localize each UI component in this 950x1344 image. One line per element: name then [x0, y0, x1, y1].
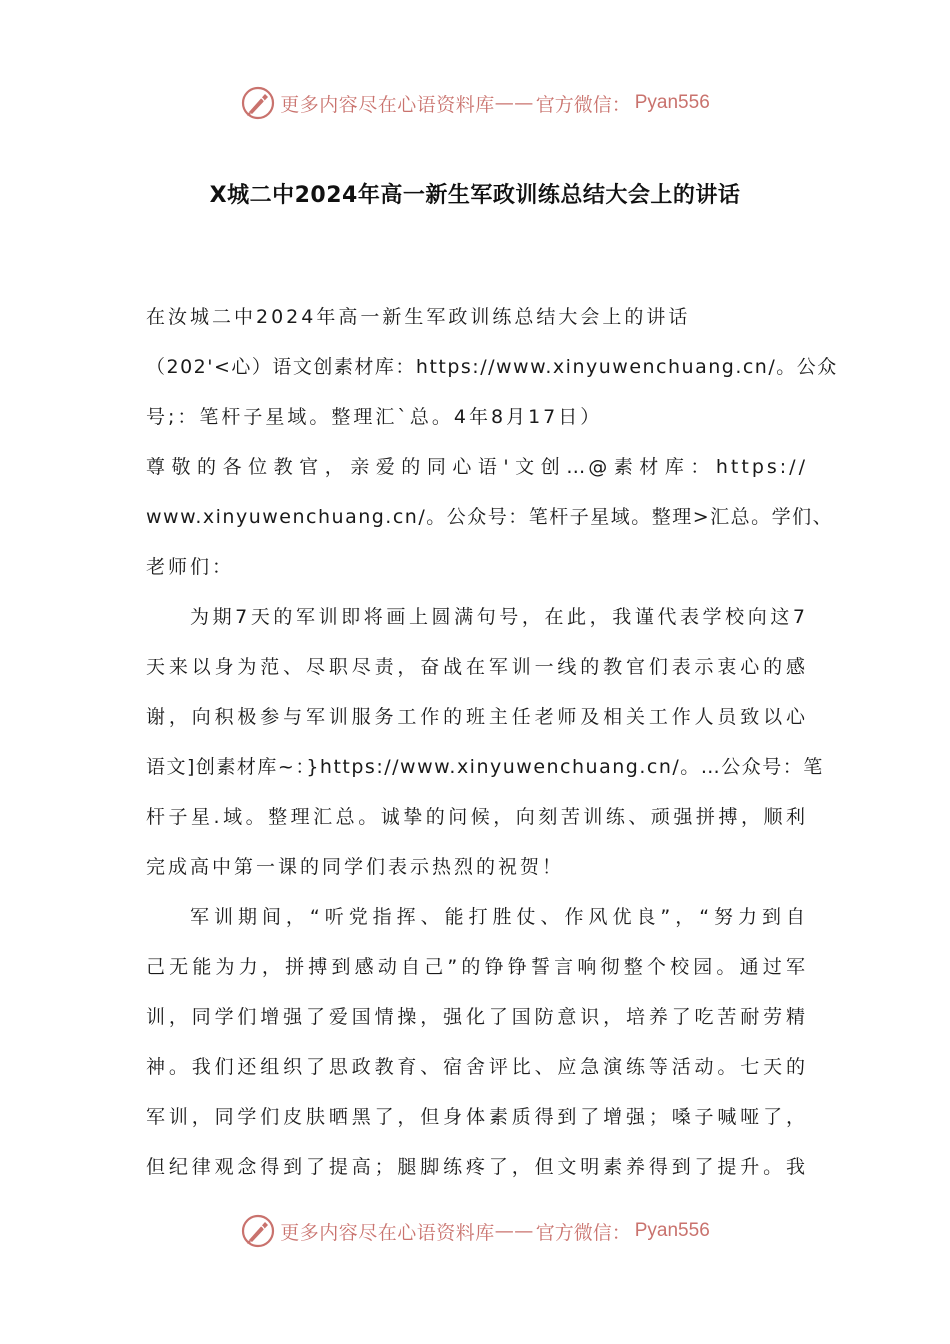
body-line: 完成高中第一课的同学们表示热烈的祝贺！ — [146, 856, 565, 878]
banner-text: 更多内容尽在心语资料库 — [280, 1221, 495, 1244]
body-line: 己无能为力，拼搏到感动自己”的铮铮誓言响彻整个校园。通过军 — [146, 956, 808, 978]
body-line: 神。我们还组织了思政教育、宿舍评比、应急演练等活动。七天的 — [146, 1056, 808, 1078]
body-line: 谢，向积极参与军训服务工作的班主任老师及相关工作人员致以心 — [146, 706, 808, 728]
banner-wechat-label: 官方微信： — [535, 1221, 631, 1244]
body-line: 训，同学们增强了爱国情操，强化了国防意识，培养了吃苦耐劳精 — [146, 1006, 808, 1028]
banner-wechat-id: Pyan556 — [634, 92, 710, 113]
body-line: 为期7天的军训即将画上圆满句号，在此，我谨代表学校向这7 — [190, 606, 808, 628]
banner-wechat-label: 官方微信： — [535, 93, 631, 116]
body-line: 天来以身为范、尽职尽责，奋战在军训一线的教官们表示衷心的感 — [146, 656, 808, 678]
body-line: 在汝城二中2024年高一新生军政训练总结大会上的讲话 — [146, 306, 691, 328]
body-line: 尊敬的各位教官，亲爱的同心语'文创…@素材库：https:// — [146, 456, 808, 478]
quill-logo-icon — [240, 85, 276, 121]
body-line: 但纪律观念得到了提高；腿脚练疼了，但文明素养得到了提升。我 — [146, 1156, 808, 1178]
body-line: 语文]创素材库~：}https://www.xinyuwenchuang.cn/。…公众号：笔 — [146, 756, 824, 778]
document-title: X城二中2024年高一新生军政训练总结大会上的讲话 — [209, 183, 741, 208]
banner-dash: —— — [494, 1220, 534, 1242]
header-banner — [0, 83, 950, 123]
banner-dash: —— — [494, 92, 534, 114]
body-line: 号;：笔杆子星域。整理汇`总。4年8月17日） — [146, 406, 603, 428]
body-line: 军训期间，“听党指挥、能打胜仗、作风优良”，“努力到自 — [190, 906, 808, 928]
document-body — [146, 292, 838, 1192]
body-line: 杆子星.域。整理汇总。诚挚的问候，向刻苦训练、顽强拼搏，顺利 — [146, 806, 808, 828]
quill-logo-icon — [240, 1213, 276, 1249]
footer-banner — [0, 1211, 950, 1251]
banner-wechat-id: Pyan556 — [634, 1220, 710, 1241]
body-line: 军训，同学们皮肤晒黑了，但身体素质得到了增强；嗓子喊哑了， — [146, 1106, 808, 1128]
body-line: 老师们： — [146, 556, 235, 578]
banner-text: 更多内容尽在心语资料库 — [280, 93, 495, 116]
body-line: （202'<心）语文创素材库：https://www.xinyuwenchuang.cn/。公众 — [146, 356, 838, 378]
body-line: www.xinyuwenchuang.cn/。公众号：笔杆子星域。整理>汇总。学们、 — [146, 506, 834, 528]
